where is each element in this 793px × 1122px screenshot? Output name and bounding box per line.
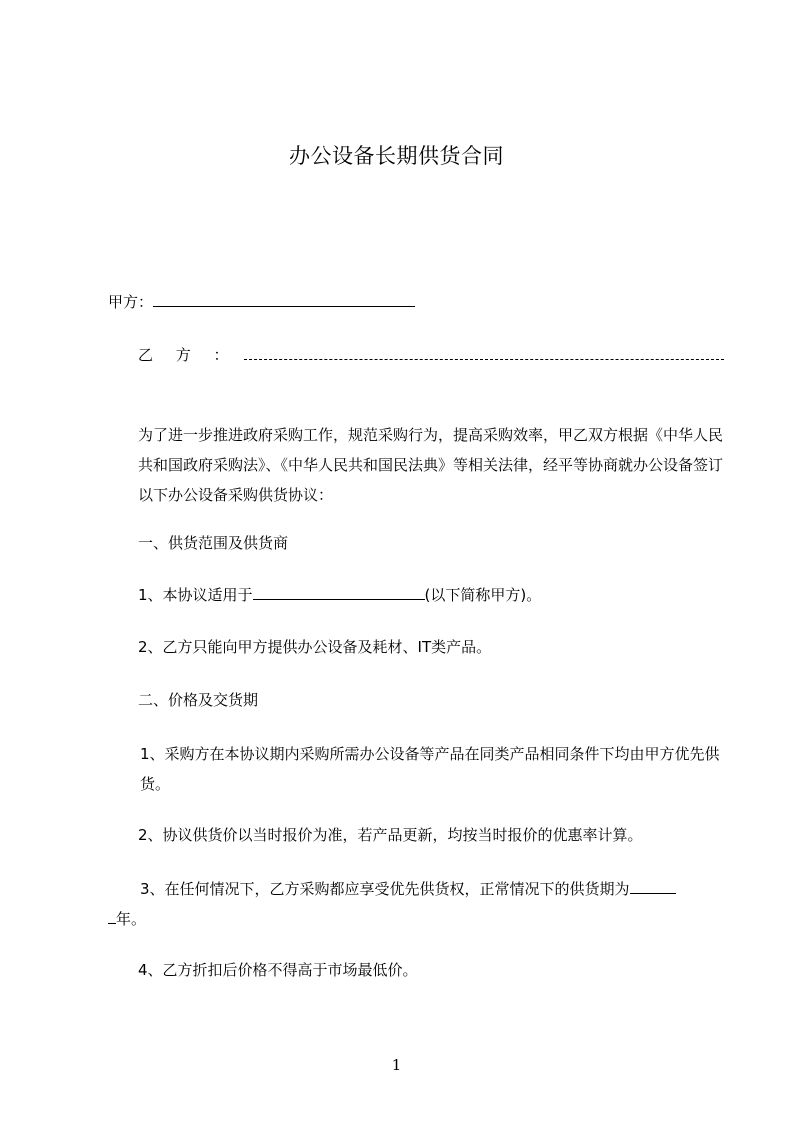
section2-item2: 2、协议供货价以当时报价为准，若产品更新，均按当时报价的优惠率计算。 [138, 826, 643, 844]
party-b-line [108, 345, 708, 365]
section2-item3 [108, 874, 738, 934]
section2-item3-blank-b [108, 908, 116, 924]
section2-item3-prefix: 3、在任何情况下，乙方采购都应享受优先供货权，正常情况下的供货期为 [140, 880, 630, 898]
intro-paragraph: 为了进一步推进政府采购工作，规范采购行为，提高采购效率，甲乙双方根据《中华人民共和国政府采购法》、《中华人民共和国民法典》等相关法律，经平等协商就办公设备签订以下办公设备采购供货协议： [138, 426, 724, 504]
section1-item1 [108, 584, 738, 605]
section1-item2: 2、乙方只能向甲方提供办公设备及耗材、IT类产品。 [138, 638, 492, 656]
page-number: 1 [391, 1056, 402, 1074]
section1-item1-suffix: (以下简称甲方)。 [424, 586, 542, 604]
party-a-blank [153, 290, 415, 307]
party-b-blank [244, 345, 724, 360]
party-b-label: 乙 方 ： [138, 346, 238, 364]
section2-item3-blank-a [630, 878, 676, 894]
contract-title: 办公设备长期供货合同 [289, 144, 504, 168]
section2-item4: 4、乙方折扣后价格不得高于市场最低价。 [138, 961, 418, 979]
section1-heading: 一、供货范围及供货商 [138, 534, 289, 552]
section1-item1-blank [253, 584, 425, 600]
section2-item1: 1、采购方在本协议期内采购所需办公设备等产品在同类产品相同条件下均由甲方优先供货。 [140, 745, 720, 793]
party-a-line [108, 290, 708, 312]
party-a-label: 甲方： [108, 293, 154, 311]
section1-item1-prefix: 1、本协议适用于 [138, 586, 253, 604]
section2-item3-suffix: 年。 [116, 910, 147, 928]
section2-heading: 二、价格及交货期 [138, 691, 259, 709]
